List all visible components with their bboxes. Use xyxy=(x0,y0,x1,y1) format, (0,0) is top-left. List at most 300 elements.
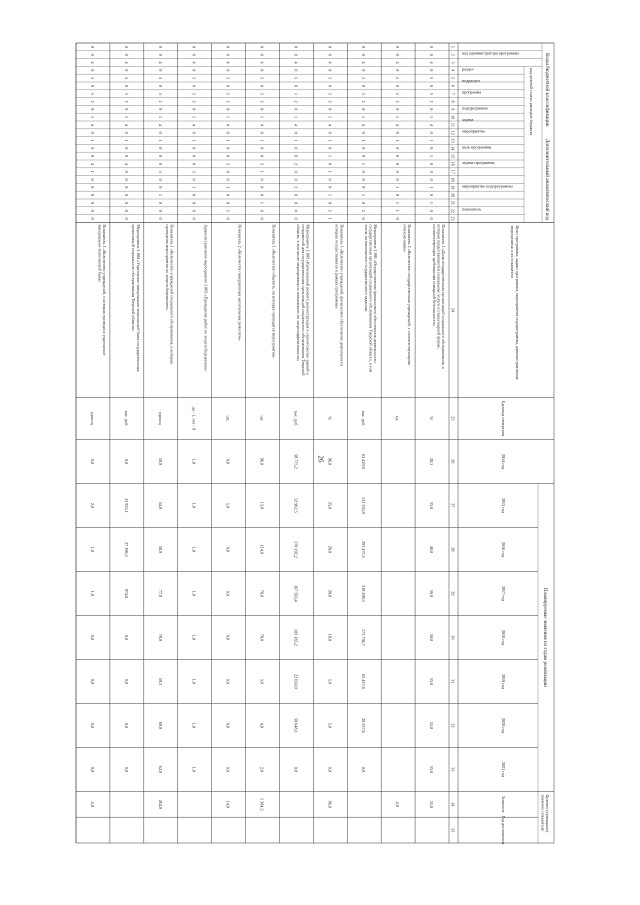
value-cell: 15,0 xyxy=(259,501,265,510)
code-cell: 4 xyxy=(225,123,231,126)
code-cell: 0 xyxy=(123,155,129,158)
code-cell: 0 xyxy=(123,194,129,197)
header-end-year: Год достижения xyxy=(501,815,506,845)
code-cell: 0 xyxy=(395,147,401,150)
code-cell: 4 xyxy=(123,123,129,126)
code-cell: 0 xyxy=(123,217,129,220)
value-cell: 0,0 xyxy=(123,722,129,729)
value-cell: 40,0 xyxy=(429,545,435,554)
code-cell: 0 xyxy=(225,53,231,56)
column-number: 27 xyxy=(450,503,456,508)
value-cell: 78,0 xyxy=(157,633,163,642)
header-vertical-label: задача программы xyxy=(462,159,495,165)
value-cell: 50 648,1 xyxy=(293,718,299,733)
code-cell: 4 xyxy=(293,123,299,126)
target-value-cell: 4,0 xyxy=(89,801,95,807)
indicator-name: Показатель 1 «Доля государственных организаций социального обслуживания, вкоторых предоставляются социальные услуги в стационарной форме,соответствующих требованиям пожарной безопасности» xyxy=(431,224,446,369)
code-cell: 1 xyxy=(327,217,333,220)
code-cell: 0 xyxy=(361,155,367,158)
column-number: 19 xyxy=(450,185,456,190)
code-cell: 4 xyxy=(327,61,333,64)
code-cell: 1 xyxy=(293,139,299,142)
code-cell: 0 xyxy=(327,53,333,56)
target-value-cell: 14,0 xyxy=(225,800,231,808)
code-cell: 0 xyxy=(429,147,435,150)
header-target-code: код целевой статьи расходов бюджета xyxy=(529,67,534,136)
code-cell: 5 xyxy=(225,77,231,80)
code-cell: 0 xyxy=(395,170,401,173)
code-cell: 0 xyxy=(361,108,367,111)
code-cell: 4 xyxy=(293,61,299,64)
value-cell: 0,0 xyxy=(225,546,231,553)
code-cell: 3 xyxy=(225,92,231,95)
code-cell: 0 xyxy=(395,69,401,72)
code-cell: 0 xyxy=(395,53,401,56)
column-number: 1 xyxy=(450,45,456,48)
code-cell: 0 xyxy=(225,69,231,72)
code-cell: 0 xyxy=(89,217,95,220)
column-number: 34 xyxy=(450,802,456,807)
indicator-name: Мероприятие 1.001 «Осуществление финансового обеспечения деятельностигосударственных организаций социального обслуживания Тверской области, в томчисле на выполнение государственного задания» xyxy=(363,224,379,373)
column-number: 15 xyxy=(450,154,456,159)
code-cell: 3 xyxy=(259,92,265,95)
code-cell: 1 xyxy=(429,116,435,119)
header-vertical-label: мероприятие xyxy=(462,128,486,134)
header-vertical-label: раздел xyxy=(462,66,474,72)
code-cell: 0 xyxy=(191,178,197,181)
code-cell: 0 xyxy=(123,45,129,48)
code-cell: 3 xyxy=(191,170,197,173)
target-value-cell: 1 384,5 xyxy=(259,798,265,811)
value-cell: 1,0 xyxy=(191,634,197,641)
code-cell: 0 xyxy=(293,155,299,158)
header-vertical-label: подпрограмма xyxy=(462,105,488,111)
code-cell: 0 xyxy=(123,186,129,189)
value-cell: 0,0 xyxy=(225,634,231,641)
header-year: 2018 год xyxy=(501,629,506,645)
code-cell: 0 xyxy=(327,84,333,87)
value-cell: 96,0 xyxy=(259,457,265,466)
code-cell: 0 xyxy=(361,178,367,181)
code-cell: 0 xyxy=(395,108,401,111)
value-cell: 1,0 xyxy=(191,766,197,773)
column-number: 13 xyxy=(450,138,456,143)
value-cell: 58 775,2 xyxy=(293,454,299,469)
indicator-name: Показатель 1 «Количество учреждений, финансовое обеспечение деятельностикоторых осуществляется в рамках программы» xyxy=(334,224,345,366)
code-cell: 4 xyxy=(259,61,265,64)
code-cell: 0 xyxy=(395,45,401,48)
value-cell: 55,0 xyxy=(429,765,435,774)
code-cell: 1 xyxy=(395,116,401,119)
code-cell: 2 xyxy=(225,186,231,189)
value-cell: 105 165,2 xyxy=(293,629,299,646)
code-cell: 4 xyxy=(429,61,435,64)
code-cell: 0 xyxy=(123,69,129,72)
value-cell: 1,0 xyxy=(191,458,197,465)
value-cell: 170 192,2 xyxy=(293,541,299,558)
value-cell: 27 196,5 xyxy=(123,542,129,557)
code-cell: 0 xyxy=(395,194,401,197)
code-cell: 0 xyxy=(89,108,95,111)
value-cell: 78,0 xyxy=(259,589,265,598)
code-cell: 0 xyxy=(429,170,435,173)
code-cell: 0 xyxy=(293,108,299,111)
value-cell: 0,0 xyxy=(293,766,299,773)
code-cell: 0 xyxy=(225,131,231,134)
code-cell: 1 xyxy=(395,139,401,142)
value-cell: 0,0 xyxy=(123,678,129,685)
column-number: 2 xyxy=(450,53,456,56)
code-cell: 0 xyxy=(293,147,299,150)
code-cell: 0 xyxy=(429,162,435,165)
code-cell: 0 xyxy=(191,45,197,48)
header-year: 2020 год xyxy=(501,717,506,733)
code-cell: 0 xyxy=(225,45,231,48)
column-number: 26 xyxy=(450,459,456,464)
indicator-name: Мероприятие 1.002 «Капитальный ремонт, реконструкция и строительство зданий исооружений для государственных организаций социального обслуживания Тверскойобласти, в том числе мероприятия по повышению их энергоэффективности» xyxy=(296,224,311,376)
code-cell: 0 xyxy=(123,108,129,111)
code-cell: 0 xyxy=(429,69,435,72)
header-end-group: Целевое (суммарное)значение показателя xyxy=(540,794,550,833)
code-cell: 0 xyxy=(89,186,95,189)
code-cell: 0 xyxy=(157,209,163,212)
code-cell: 0 xyxy=(225,170,231,173)
code-cell: 0 xyxy=(157,217,163,220)
unit-cell: шт. xyxy=(259,415,265,422)
code-cell: 4 xyxy=(89,61,95,64)
code-cell: 0 xyxy=(191,108,197,111)
value-cell: 1,0 xyxy=(191,678,197,685)
value-cell: 0,0 xyxy=(225,766,231,773)
code-cell: 1 xyxy=(395,186,401,189)
value-cell: 50,0 xyxy=(157,457,163,466)
unit-cell: тыс. руб. xyxy=(293,410,299,427)
code-cell: 0 xyxy=(293,194,299,197)
code-cell: 5 xyxy=(191,77,197,80)
code-cell: 2 xyxy=(157,100,163,103)
code-cell: 0 xyxy=(259,178,265,181)
code-cell: 2 xyxy=(429,100,435,103)
value-cell: 1,0 xyxy=(191,546,197,553)
code-cell: 0 xyxy=(293,53,299,56)
code-cell: 1 xyxy=(89,170,95,173)
code-cell: 0 xyxy=(259,217,265,220)
code-cell: 0 xyxy=(157,201,163,204)
code-cell: 2 xyxy=(327,100,333,103)
value-cell: 0,0 xyxy=(225,678,231,685)
indicator-name: Показатель 2 «Количество государственных учреждений, с соответствующимиотчислениями» xyxy=(402,224,413,366)
column-number: 29 xyxy=(450,591,456,596)
code-cell: 0 xyxy=(395,217,401,220)
code-cell: 0 xyxy=(429,209,435,212)
header-vertical-label: показатель xyxy=(462,206,482,212)
column-number: 18 xyxy=(450,177,456,182)
code-cell: 0 xyxy=(157,53,163,56)
column-number: 20 xyxy=(450,193,456,198)
code-cell: 0 xyxy=(191,84,197,87)
value-cell: 60,0 xyxy=(157,721,163,730)
value-cell: 0,0 xyxy=(225,458,231,465)
unit-cell: % xyxy=(429,416,435,421)
header-plan-group: Планируемые значения по годам реализации xyxy=(542,587,548,687)
value-cell: 974,8 xyxy=(123,588,129,599)
unit-cell: единиц xyxy=(157,411,163,425)
code-cell: 0 xyxy=(191,217,197,220)
header-vertical-label: цель программы xyxy=(462,144,492,150)
code-cell: 0 xyxy=(157,131,163,134)
indicator-name: Показатель 2 «Количество завершенных капитальных ремонтов» xyxy=(237,224,243,341)
code-cell: 4 xyxy=(429,123,435,126)
code-cell: 0 xyxy=(225,147,231,150)
program-indicators-table xyxy=(70,35,560,855)
code-cell: 0 xyxy=(89,194,95,197)
code-cell: 0 xyxy=(123,53,129,56)
column-number: 11 xyxy=(450,122,456,127)
code-cell: 0 xyxy=(89,69,95,72)
code-cell: 1 xyxy=(361,116,367,119)
value-cell: 62,0 xyxy=(157,765,163,774)
unit-cell: ед. xyxy=(395,415,401,421)
code-cell: 0 xyxy=(361,45,367,48)
value-cell: 0,0 xyxy=(89,458,95,465)
code-cell: 0 xyxy=(225,194,231,197)
code-cell: 5 xyxy=(327,77,333,80)
code-cell: 0 xyxy=(327,186,333,189)
code-cell: 5 xyxy=(395,77,401,80)
code-cell: 4 xyxy=(157,123,163,126)
code-cell: 0 xyxy=(89,45,95,48)
code-cell: 1 xyxy=(429,155,435,158)
rotated-table xyxy=(70,35,560,855)
column-number: 31 xyxy=(450,679,456,684)
code-cell: 0 xyxy=(429,131,435,134)
code-cell: 3 xyxy=(327,92,333,95)
code-cell: 0 xyxy=(327,131,333,134)
code-cell: 0 xyxy=(293,69,299,72)
code-cell: 1 xyxy=(225,116,231,119)
code-cell: 1 xyxy=(191,116,197,119)
code-cell: 0 xyxy=(191,194,197,197)
code-cell: 5 xyxy=(429,77,435,80)
code-cell: 3 xyxy=(123,92,129,95)
code-cell: 0 xyxy=(327,162,333,165)
code-cell: 2 xyxy=(293,100,299,103)
value-cell: 132 235,9 xyxy=(361,497,367,514)
code-cell: 0 xyxy=(429,45,435,48)
header-year: 2019 год xyxy=(501,673,506,689)
value-cell: 20,0 xyxy=(327,589,333,598)
code-cell: 0 xyxy=(293,131,299,134)
code-cell: 0 xyxy=(157,69,163,72)
code-cell: 2 xyxy=(225,100,231,103)
code-cell: 1 xyxy=(327,155,333,158)
column-number: 10 xyxy=(450,115,456,120)
code-cell: 0 xyxy=(123,147,129,150)
code-cell: 2 xyxy=(361,209,367,212)
code-cell: 0 xyxy=(429,108,435,111)
code-cell: 4 xyxy=(395,123,401,126)
value-cell: 25,0 xyxy=(327,501,333,510)
code-cell: 0 xyxy=(259,108,265,111)
value-cell: 59,3 xyxy=(157,677,163,686)
code-cell: 0 xyxy=(327,45,333,48)
value-cell: 32 962,5 xyxy=(293,498,299,513)
value-cell: 291 475,5 xyxy=(361,541,367,558)
code-cell: 0 xyxy=(89,131,95,134)
code-cell: 0 xyxy=(361,186,367,189)
column-number: 30 xyxy=(450,635,456,640)
code-cell: 0 xyxy=(123,178,129,181)
value-cell: 58,0 xyxy=(157,545,163,554)
column-number: 25 xyxy=(450,416,456,421)
value-cell: 63 437,8 xyxy=(361,674,367,689)
code-cell: 1 xyxy=(327,170,333,173)
column-number: 21 xyxy=(450,200,456,205)
code-cell: 1 xyxy=(191,139,197,142)
code-cell: 0 xyxy=(395,162,401,165)
code-cell: 2 xyxy=(327,209,333,212)
code-cell: 1 xyxy=(429,201,435,204)
code-cell: 4 xyxy=(89,162,95,165)
code-cell: 4 xyxy=(123,162,129,165)
column-number: 28 xyxy=(450,547,456,552)
code-cell: 0 xyxy=(259,147,265,150)
column-number: 3 xyxy=(450,61,456,64)
code-cell: 4 xyxy=(361,123,367,126)
value-cell: 20,0 xyxy=(327,545,333,554)
code-cell: 0 xyxy=(327,201,333,204)
code-cell: 2 xyxy=(293,186,299,189)
code-cell: 2 xyxy=(259,162,265,165)
value-cell: 28,3 xyxy=(429,457,435,466)
indicator-name: Административное мероприятие 1.003 «Проведение работ по энергосбережению» xyxy=(203,224,209,372)
code-cell: 2 xyxy=(361,100,367,103)
code-cell: 0 xyxy=(123,209,129,212)
code-cell: 0 xyxy=(225,217,231,220)
code-cell: 5 xyxy=(293,77,299,80)
value-cell: 55,0 xyxy=(429,677,435,686)
indicator-name: Показатель 1 «Количество объектов, на которых проводятся мероприятия» xyxy=(271,224,277,358)
code-cell: 0 xyxy=(191,209,197,212)
value-cell: 54,0 xyxy=(157,501,163,510)
code-cell: 1 xyxy=(89,116,95,119)
code-cell: 0 xyxy=(225,178,231,181)
code-cell: 1 xyxy=(259,116,265,119)
code-cell: 3 xyxy=(293,92,299,95)
code-cell: 0 xyxy=(429,217,435,220)
code-cell: 0 xyxy=(293,45,299,48)
target-value-cell: 96,0 xyxy=(327,800,333,808)
column-number: 16 xyxy=(450,161,456,166)
code-cell: 0 xyxy=(361,131,367,134)
code-cell: 0 xyxy=(259,131,265,134)
code-cell: 0 xyxy=(225,108,231,111)
value-cell: 4,0 xyxy=(259,722,265,729)
code-cell: 0 xyxy=(89,201,95,204)
code-cell: 2 xyxy=(225,162,231,165)
code-cell: 0 xyxy=(293,84,299,87)
code-cell: 1 xyxy=(259,139,265,142)
column-number: 14 xyxy=(450,146,456,151)
code-cell: 0 xyxy=(157,162,163,165)
code-cell: 0 xyxy=(123,201,129,204)
code-cell: 0 xyxy=(293,170,299,173)
value-cell: 1,0 xyxy=(191,722,197,729)
value-cell: 55,0 xyxy=(429,721,435,730)
code-cell: 0 xyxy=(157,155,163,158)
code-cell: 2 xyxy=(293,162,299,165)
code-cell: 5 xyxy=(89,77,95,80)
code-cell: 0 xyxy=(327,178,333,181)
value-cell: 1,0 xyxy=(89,546,95,553)
header-unit-col: Единица измерения xyxy=(501,400,506,437)
code-cell: 0 xyxy=(395,155,401,158)
code-cell: 0 xyxy=(259,45,265,48)
header-vertical-label: подраздел xyxy=(462,78,480,83)
code-cell: 0 xyxy=(123,131,129,134)
value-cell: 218 209,3 xyxy=(361,585,367,602)
code-cell: 0 xyxy=(191,201,197,204)
code-cell: 0 xyxy=(361,84,367,87)
code-cell: 5 xyxy=(361,77,367,80)
value-cell: 63 429,9 xyxy=(361,454,367,469)
code-cell: 0 xyxy=(191,147,197,150)
value-cell: 167 563,4 xyxy=(293,585,299,602)
code-cell: 2 xyxy=(191,100,197,103)
code-cell: 0 xyxy=(259,53,265,56)
value-cell: 35,0 xyxy=(429,501,435,510)
code-cell: 0 xyxy=(191,155,197,158)
code-cell: 0 xyxy=(395,84,401,87)
value-cell: 1,0 xyxy=(89,590,95,597)
code-cell: 0 xyxy=(225,155,231,158)
header-end-value: Значение xyxy=(501,796,506,813)
column-number: 35 xyxy=(450,828,456,833)
code-cell: 1 xyxy=(293,116,299,119)
code-cell: 1 xyxy=(327,194,333,197)
code-cell: 0 xyxy=(395,131,401,134)
code-cell: 0 xyxy=(327,69,333,72)
indicator-name: Мероприятие 1.004 «Укрепление материально-технической базы государственныхорганизаций социального обслуживания Тверской области» xyxy=(131,224,141,372)
code-cell: 0 xyxy=(361,69,367,72)
code-cell: 0 xyxy=(361,201,367,204)
value-cell: 1,0 xyxy=(191,590,197,597)
code-cell: 0 xyxy=(89,147,95,150)
value-cell: 0,0 xyxy=(225,590,231,597)
column-number: 24 xyxy=(450,307,456,312)
code-cell: 0 xyxy=(429,194,435,197)
code-cell: 5 xyxy=(123,77,129,80)
code-cell: 0 xyxy=(429,53,435,56)
code-cell: 1 xyxy=(327,139,333,142)
header-year: 2017 год xyxy=(501,585,506,601)
value-cell: 0,0 xyxy=(89,634,95,641)
header-vertical-label: мероприятие подпрограммы xyxy=(462,183,513,189)
code-cell: 4 xyxy=(259,123,265,126)
code-cell: 2 xyxy=(123,100,129,103)
code-cell: 0 xyxy=(123,84,129,87)
column-number: 6 xyxy=(450,84,456,87)
value-cell: 2,0 xyxy=(89,502,95,509)
value-cell: 3,0 xyxy=(259,678,265,685)
target-value-cell: 55,0 xyxy=(429,800,435,808)
value-cell: 50,0 xyxy=(429,589,435,598)
code-cell: 0 xyxy=(157,45,163,48)
value-cell: 114,0 xyxy=(259,544,265,555)
code-cell: 0 xyxy=(293,178,299,181)
code-cell: 0 xyxy=(225,84,231,87)
column-number: 4 xyxy=(450,69,456,72)
